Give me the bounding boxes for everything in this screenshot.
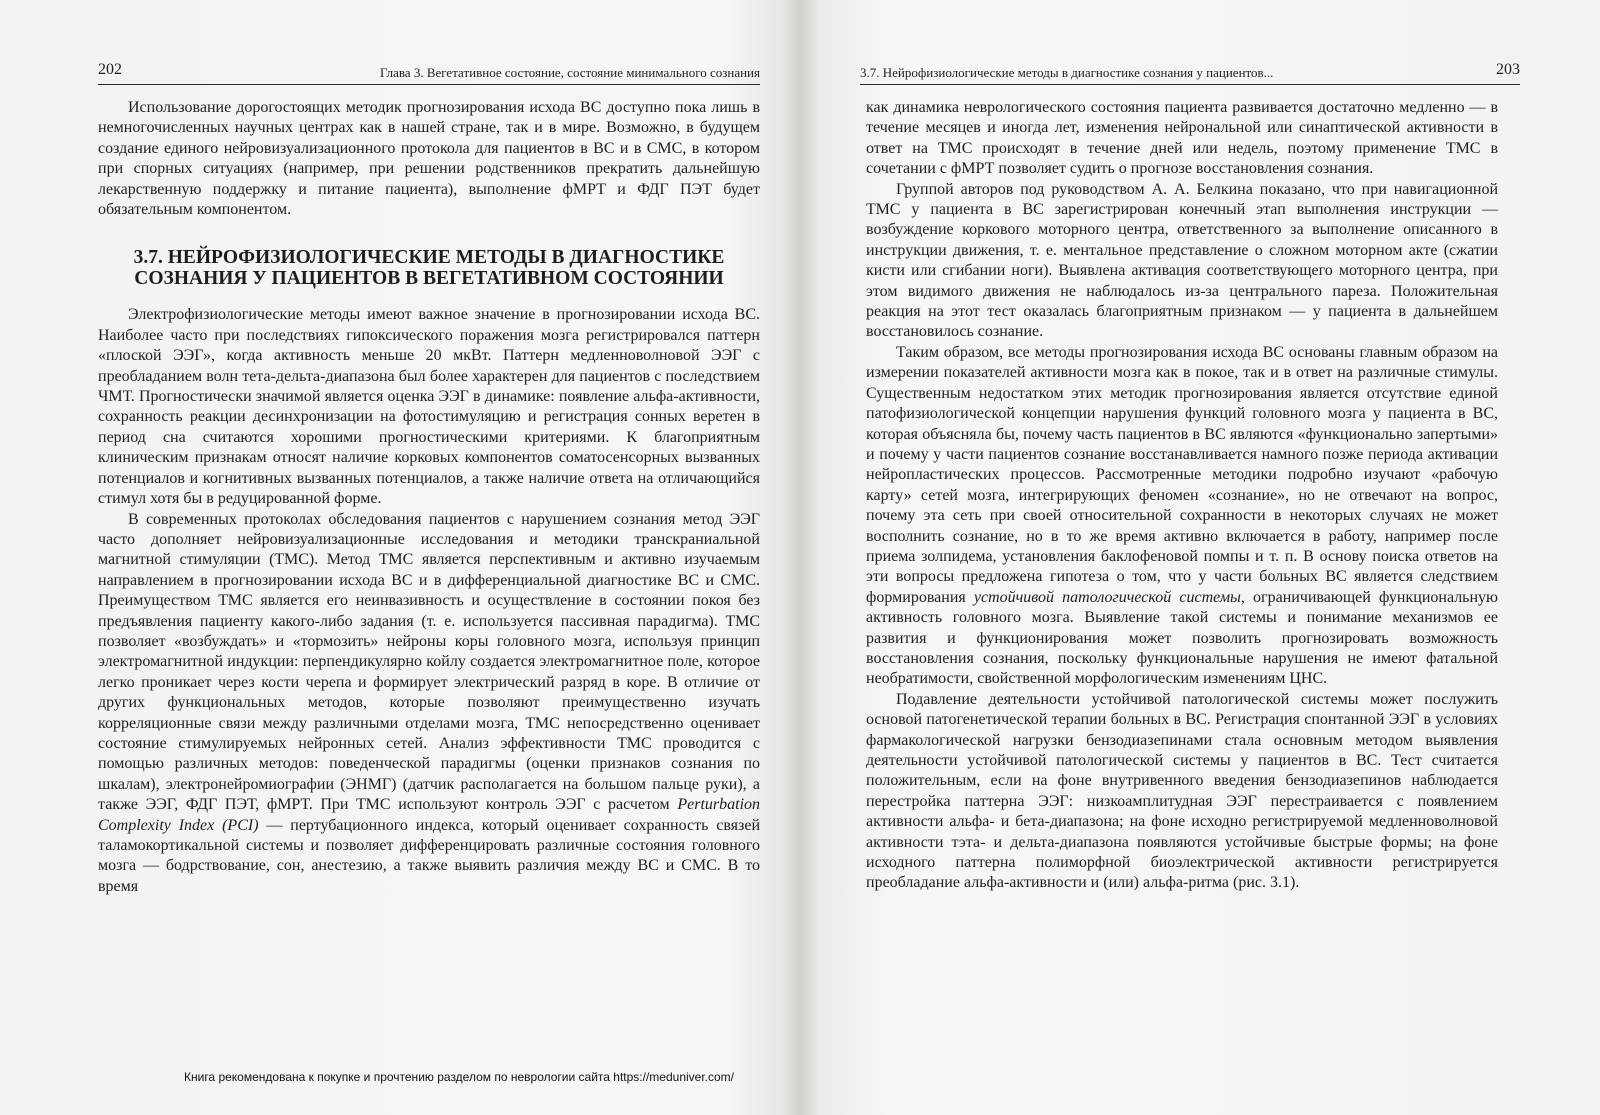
paragraph: Использование дорогостоящих методик прогнозирования исхода ВС доступно пока лишь в немногочисленных научных центрах как в нашей стране, так и в мире. Возможно, в будущем создание единого нейровизуализационного протокола для пациентов в ВС и в СМС, в котором при спорных ситуациях (например, при решении родственников прекратить дальнейшую лекарственную поддержку и питание пациента), выполнение фМРТ и ФДГ ПЭТ будет обязательным компонентом. [98,99,760,219]
paragraph-text: , ограничивающей функциональную активность головного мозга. Выявление такой системы и понимание механизмов ее развития и функционирования может позволить прогнозировать возможность восстановления сознания, поскольку функциональные нарушения не имеют фатальной необратимости, свойственной морфологическим изменениям ЦНС. [866,588,1498,688]
right-page [800,0,1600,1115]
paragraph: Электрофизиологические методы имеют важное значение в прогнозировании исхода ВС. Наиболее часто при последствиях гипоксического поражения мозга регистрировался паттерн «плоской ЭЭГ», когда активность меньше 20 мкВт. Паттерн медленноволновой ЭЭГ с преобладанием волн тета-дельта-диапазона был более характерен для пациентов с последствием ЧМТ. Прогностически значимой является оценка ЭЭГ в динамике: появление альфа-активности, сохранность реакции десинхронизации на фотостимуляцию и регистрация сонных веретен в период сна считаются хорошими прогностическими критериями. К благоприятным клиническим признакам относят наличие корковых компонентов соматосенсорных вызванных потенциалов и когнитивных вызванных потенциалов, а также наличие ответа на отличающийся стимул хотя бы в редуцированной форме. [98,306,760,508]
paragraph: Группой авторов под руководством А. А. Белкина показано, что при навигационной ТМС у пациента в ВС зарегистрирован конечный этап выполнения инструкции — возбуждение коркового моторного центра, ответственного за выполнение описанного в инструкции движения, т. е. ментальное представление о сложном моторном акте (сжатии кисти или сгибании ноги). Выявлена активация соответствующего моторного центра, при этом видимого движения не наблюдалось из-за центрального пареза. Положительная реакция на этот тест оказалась благоприятным признаком — у пациента в дальнейшем восстановилось сознание. [866,180,1498,341]
paragraph-text: — пертубационного индекса, который оценивает сохранность связей таламокортикальной системы и позволяет дифференцировать различные состояния головного мозга — бодрствование, сон, анестезию, а также выявить различия между ВС и СМС. В то время [98,816,761,895]
running-title: Глава 3. Вегетативное состояние, состояние минимального сознания [380,65,760,80]
paragraph [866,343,1498,690]
paragraph-text: Таким образом, все методы прогнозирования исхода ВС основаны главным образом на измерении показателей активности мозга как в покое, так и в ответ на различные стимулы. Существенным недостатком этих методик прогнозирования является отсутствие единой патофизиологической концепции нарушения функций головного мозга у пациента в ВС, которая объясняла бы, почему часть пациентов в ВС являются «функционально запертыми» и почему у части пациентов сознание восстанавливается намного позже периода активации нейропластических процессов. Рассмотренные методики подробно изучают «рабочую карту» сетей мозга, интегрирующих феномен «сознание», но не отвечают на вопрос, почему эта сеть при своей относительной сохранности в некоторых случаях не может восполнить сознание, но в то же время активно включается в работу, например после приема золпидема, установления баклофеновой помпы и т. п. В основу поиска ответов на эти вопросы предложена гипотеза о том, что у части больных ВС является следствием формирования [866,343,1498,606]
section-heading-line: СОЗНАНИЯ У ПАЦИЕНТОВ В ВЕГЕТАТИВНОМ СОСТОЯНИИ [134,268,724,290]
page-number: 203 [1496,61,1520,78]
section-heading [98,247,760,289]
paragraph [98,510,760,898]
page-body [98,98,760,897]
italic-term: устойчивой патологической системы [973,588,1241,606]
paragraph-text: В современных протоколах обследования пациентов с нарушением сознания метод ЭЭГ часто дополняет нейровизуализационные исследования и методики транскраниальной магнитной стимуляции (ТМС). Метод ТМС является перспективным и активно изучаемым направлением в прогнозировании исхода ВС и в дифференциальной диагностике ВС и СМС. Преимуществом ТМС является его неинвазивность и осуществление в состоянии покоя без предъявления пациенту какого-либо задания (т. е. используется пассивная парадигма). ТМС позволяет «возбуждать» и «тормозить» нейроны коры головного мозга, используя принцип электромагнитной индукции: перпендикулярно койлу создается электромагнитное поле, которое легко проникает через кости черепа и формирует электрический разряд в коре. В отличие от других функциональных методов, которые позволяют преимущественно изучать корреляционные связи между различными отделами мозга, ТМС непосредственно оценивает состояние стимулируемых нейронных сетей. Анализ эффективности ТМС проводится с помощью различных методов: поведенческой парадигмы (оценки признаков сознания по шкалам), электронейромиографии (ЭНМГ) (датчик располагается на большом пальце руки), а также ЭЭГ, ФДГ ПЭТ, фМРТ. При ТМС используют контроль ЭЭГ с расчетом [98,510,760,814]
footer-note: Книга рекомендована к покупке и прочтению разделом по неврологии сайта https://meduniver.com/ [184,1070,735,1084]
page-number: 202 [98,61,122,78]
paragraph: Подавление деятельности устойчивой патологической системы может послужить основой патогенетической терапии больных в ВС. Регистрация спонтанной ЭЭГ в условиях фармакологической нагрузки бензодиазепинами стала основным методом выявления деятельности устойчивой патологической системы у пациентов в ВС. Тест считается положительным, если на фоне внутривенного введения бензодиазепинов наблюдается перестройка паттерна ЭЭГ: низкоамплитудная ЭЭГ перестраивается с появлением активности альфа- и бета-диапазона; на фоне исходно регистрируемой медленноволновой активности тэта- и дельта-диапазона появляются устойчивые быстрые формы; на фоне исходного паттерна полиморфной биоэлектрической активности регистрируется преобладание альфа-активности и (или) альфа-ритма (рис. 3.1). [866,690,1498,892]
running-title: 3.7. Нейрофизиологические методы в диагностике сознания у пациентов... [860,65,1274,80]
running-header [98,60,760,85]
section-heading-line: 3.7. НЕЙРОФИЗИОЛОГИЧЕСКИЕ МЕТОДЫ В ДИАГНОСТИКЕ [133,247,725,269]
running-header [860,60,1520,85]
page-body [866,98,1498,894]
paragraph: как динамика неврологического состояния пациента развивается достаточно медленно — в течение месяцев и иногда лет, изменения нейрональной или синаптической активности в ответ на ТМС происходят в течение дней или недель, поэтому применение ТМС в сочетании с фМРТ позволяет судить о прогнозе восстановления сознания. [866,99,1498,178]
italic-term: Perturbation Complexity Index (PCI) [98,796,761,834]
